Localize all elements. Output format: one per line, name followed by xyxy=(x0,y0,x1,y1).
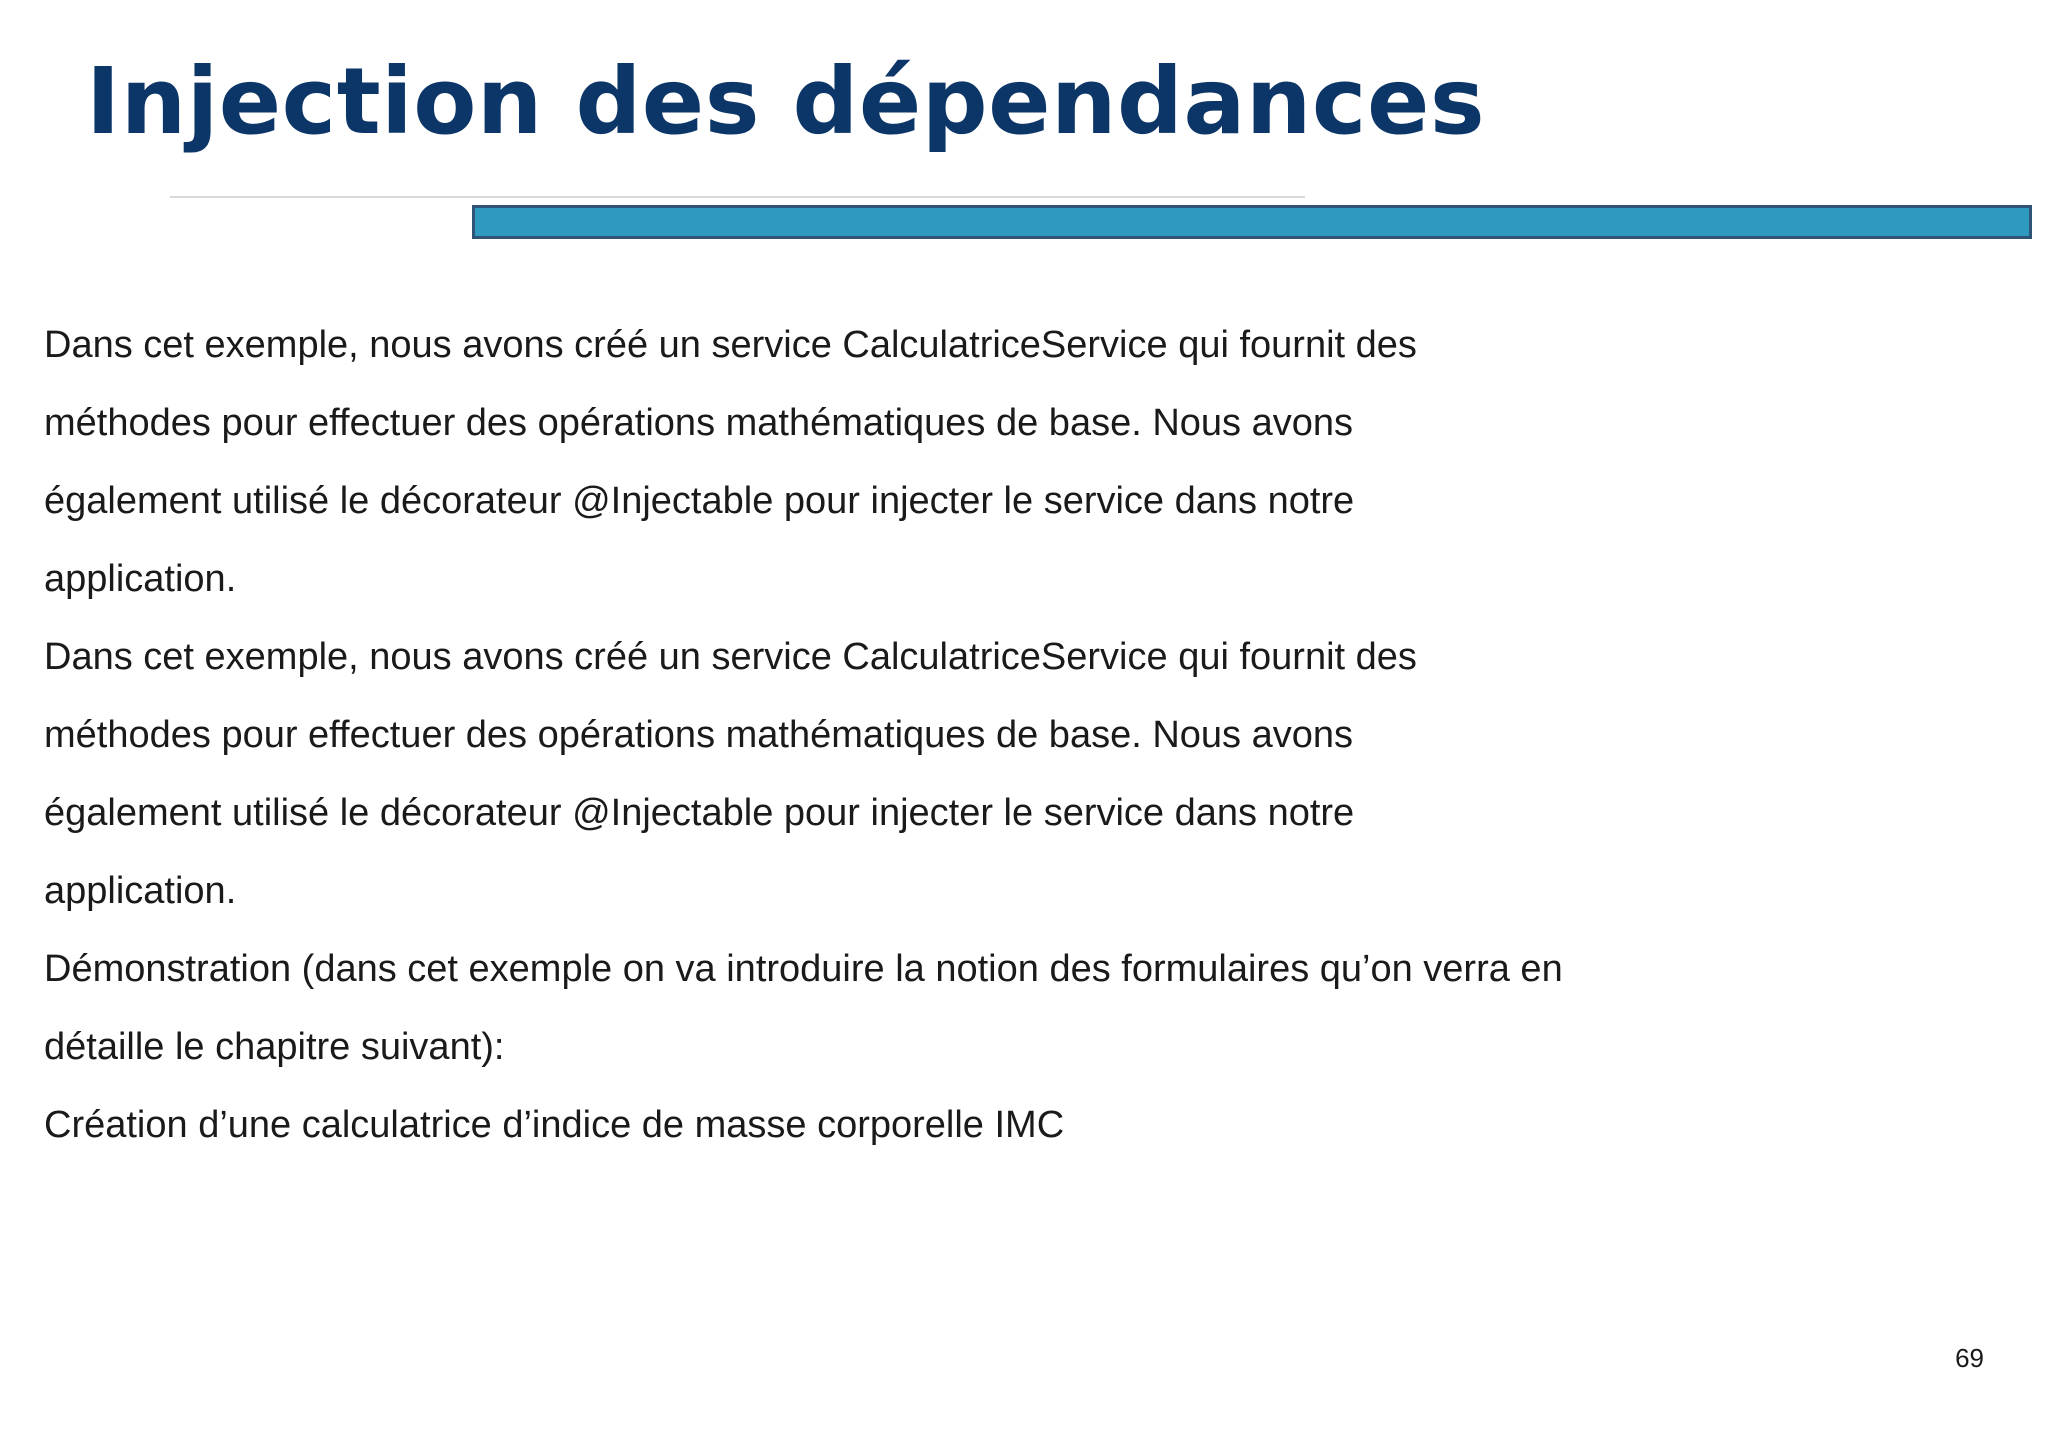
body-line: Dans cet exemple, nous avons créé un service CalculatriceService qui fournit des xyxy=(44,636,1417,678)
body-line: détaille le chapitre suivant): xyxy=(44,1026,505,1068)
body-line: Dans cet exemple, nous avons créé un service CalculatriceService qui fournit des xyxy=(44,324,1417,366)
body-line: application. xyxy=(44,558,237,600)
slide-title: Injection des dépendances xyxy=(86,48,1486,155)
body-line: application. xyxy=(44,870,237,912)
body-line: méthodes pour effectuer des opérations mathématiques de base. Nous avons xyxy=(44,714,1353,756)
body-line: Démonstration (dans cet exemple on va introduire la notion des formulaires qu’on verra en xyxy=(44,948,1563,990)
title-underline-rule xyxy=(170,196,1305,198)
slide-body xyxy=(44,306,1944,1164)
page-number: 69 xyxy=(1955,1343,1984,1373)
body-line: également utilisé le décorateur @Injectable pour injecter le service dans notre xyxy=(44,792,1355,834)
accent-bar xyxy=(472,205,2032,239)
body-line: méthodes pour effectuer des opérations mathématiques de base. Nous avons xyxy=(44,402,1353,444)
body-line: également utilisé le décorateur @Injectable pour injecter le service dans notre xyxy=(44,480,1355,522)
body-line: Création d’une calculatrice d’indice de masse corporelle IMC xyxy=(44,1104,1065,1146)
